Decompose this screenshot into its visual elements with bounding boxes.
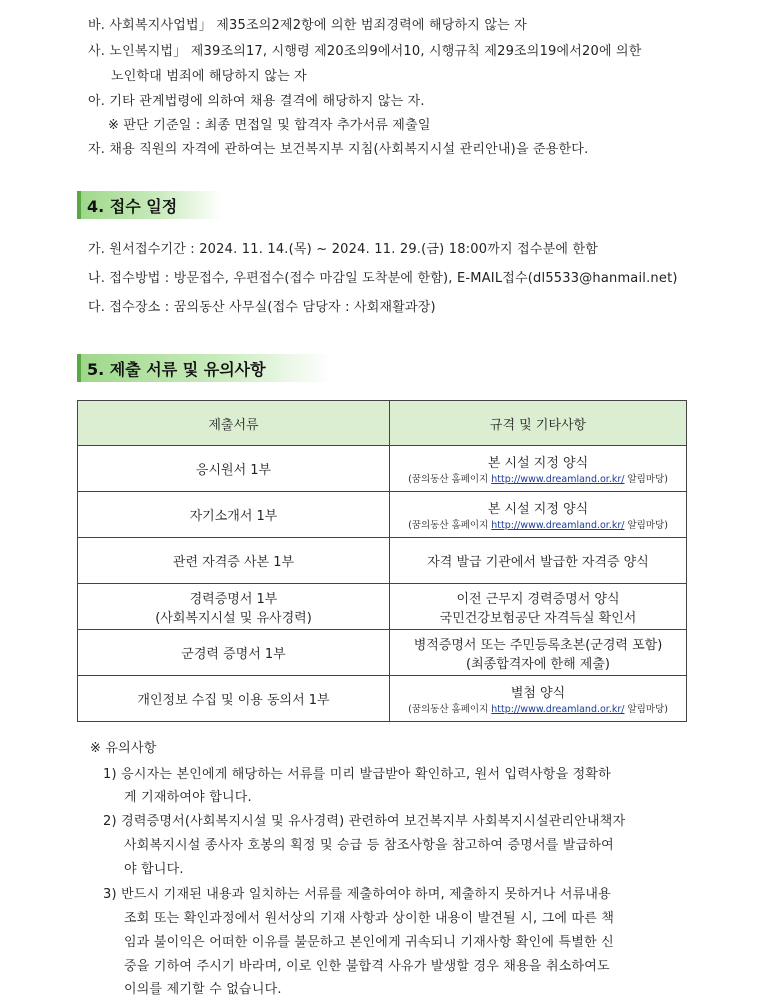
note-line: 중을 기하여 주시기 바라며, 이로 인한 불합격 사유가 발생할 경우 채용을 취소하여도 xyxy=(124,959,610,974)
table-row xyxy=(78,584,687,630)
spec-cell xyxy=(390,676,687,722)
note-line: 1) 응시자는 본인에게 해당하는 서류를 미리 발급받아 확인하고, 원서 입력사항을 정확하 xyxy=(103,767,611,782)
doc-cell: 응시원서 1부 xyxy=(78,446,390,492)
note-line: 조회 또는 확인과정에서 원서상의 기재 사항과 상이한 내용이 발견될 시, 그에 따른 책 xyxy=(124,911,615,926)
table-row xyxy=(78,676,687,722)
spec-text: 병적증명서 또는 주민등록초본(군경력 포함) xyxy=(413,637,663,653)
header-specs: 규격 및 기타사항 xyxy=(390,401,687,446)
note-line: 게 기재하여야 합니다. xyxy=(124,790,252,805)
table-row xyxy=(78,538,687,584)
spec-cell xyxy=(390,630,687,676)
spec-subtext xyxy=(394,701,682,715)
spec-text: 이전 근무지 경력증명서 양식 xyxy=(456,591,620,607)
doc-text: 경력증명서 1부 xyxy=(189,591,278,607)
spec-text: 본 시설 지정 양식 xyxy=(487,502,589,517)
note-line: 2) 경력증명서(사회복지시설 및 유사경력) 관련하여 보건복지부 사회복지시설관리안내책자 xyxy=(103,814,626,829)
schedule-item-place: 다. 접수장소 : 꿈의동산 사무실(접수 담당자 : 사회재활과장) xyxy=(88,300,436,315)
doc-cell: 군경력 증명서 1부 xyxy=(78,630,390,676)
doc-text-2: (사회복지시설 및 유사경력) xyxy=(155,610,312,626)
spec-subtext xyxy=(394,517,682,531)
eligibility-item-sa-line2: 노인학대 범죄에 해당하지 않는 자 xyxy=(111,69,307,84)
note-line: 야 합니다. xyxy=(124,862,184,877)
sub-suffix: 알림마당) xyxy=(624,474,668,485)
sub-prefix: (꿈의동산 홈페이지 xyxy=(408,520,492,531)
section5-heading: 5. 제출 서류 및 유의사항 xyxy=(77,354,332,382)
table-header-row xyxy=(78,401,687,446)
sub-suffix: 알림마당) xyxy=(624,520,668,531)
sub-prefix: (꿈의동산 홈페이지 xyxy=(408,474,492,485)
eligibility-item-a: 아. 기타 관계법령에 의하여 채용 결격에 해당하지 않는 자. xyxy=(88,94,425,109)
spec-text-2: 국민건강보험공단 자격득실 확인서 xyxy=(439,610,637,626)
doc-cell xyxy=(78,584,390,630)
section4-heading: 4. 접수 일정 xyxy=(77,191,222,219)
eligibility-item-ba: 바. 사회복지사업법」 제35조의2제2항에 의한 범죄경력에 해당하지 않는 자 xyxy=(88,18,527,33)
spec-cell: 자격 발급 기관에서 발급한 자격증 양식 xyxy=(390,538,687,584)
table-row xyxy=(78,492,687,538)
sub-suffix: 알림마당) xyxy=(624,704,668,715)
note-line: 사회복지시설 종사자 호봉의 획정 및 승급 등 참조사항을 참고하여 증명서를 발급하여 xyxy=(124,838,614,853)
note-line: 이의를 제기할 수 없습니다. xyxy=(124,982,282,997)
schedule-item-period: 가. 원서접수기간 : 2024. 11. 14.(목) ~ 2024. 11. 29.(금) 18:00까지 접수분에 한함 xyxy=(88,242,598,257)
spec-cell xyxy=(390,446,687,492)
table-row xyxy=(78,446,687,492)
sub-prefix: (꿈의동산 홈페이지 xyxy=(408,704,492,715)
spec-cell xyxy=(390,584,687,630)
doc-cell: 개인정보 수집 및 이용 동의서 1부 xyxy=(78,676,390,722)
spec-text: 본 시설 지정 양식 xyxy=(487,456,589,471)
homepage-link[interactable]: http://www.dreamland.or.kr/ xyxy=(491,474,625,485)
note-line: 임과 불이익은 어떠한 이유를 불문하고 본인에게 귀속되니 기재사항 확인에 특별한 신 xyxy=(124,935,614,950)
doc-cell: 관련 자격증 사본 1부 xyxy=(78,538,390,584)
spec-text: 별첨 양식 xyxy=(510,686,566,701)
notes-title: ※ 유의사항 xyxy=(90,741,157,756)
eligibility-item-ja: 자. 채용 직원의 자격에 관하여는 보건복지부 지침(사회복지시설 관리안내)을 준용한다. xyxy=(88,142,589,157)
homepage-link[interactable]: http://www.dreamland.or.kr/ xyxy=(491,520,625,531)
spec-cell xyxy=(390,492,687,538)
table-row xyxy=(78,630,687,676)
schedule-item-method: 나. 접수방법 : 방문접수, 우편접수(접수 마감일 도착분에 한함), E-MAIL접수(dl5533@hanmail.net) xyxy=(88,271,678,286)
note-line: 3) 반드시 기재된 내용과 일치하는 서류를 제출하여야 하며, 제출하지 못하거나 서류내용 xyxy=(103,887,611,902)
doc-cell: 자기소개서 1부 xyxy=(78,492,390,538)
spec-subtext xyxy=(394,471,682,485)
homepage-link[interactable]: http://www.dreamland.or.kr/ xyxy=(491,704,625,715)
spec-text-2: (최종합격자에 한해 제출) xyxy=(466,656,610,672)
eligibility-note: ※ 판단 기준일 : 최종 면접일 및 합격자 추가서류 제출일 xyxy=(108,118,431,133)
eligibility-item-sa-line1: 사. 노인복지법」 제39조의17, 시행령 제20조의9에서10, 시행규칙 제29조의19에서20에 의한 xyxy=(88,44,642,59)
documents-table xyxy=(77,400,687,722)
header-documents: 제출서류 xyxy=(78,401,390,446)
